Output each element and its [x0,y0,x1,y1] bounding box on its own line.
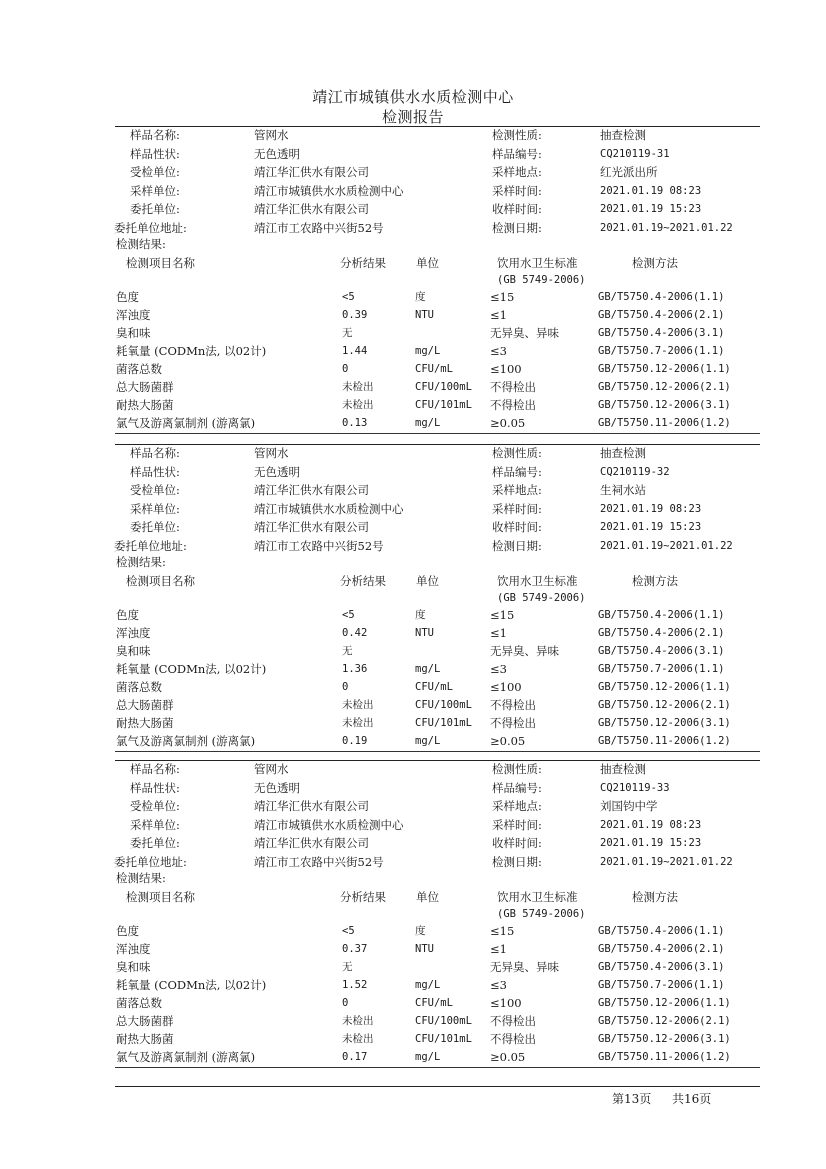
test-nature-value: 抽查检测 [600,762,646,776]
sampling-site-value: 红光派出所 [600,165,658,179]
sampling-site-label: 采样地点: [492,483,542,497]
item-standard: ≤1 [490,942,507,956]
col-standard-ref: (GB 5749-2006) [497,592,586,604]
col-result-header: 分析结果 [340,256,386,270]
sampling-site-label: 采样地点: [492,799,542,813]
section-divider [115,760,760,761]
col-item-header: 检测项目名称 [126,574,195,588]
report-title: 检测报告 [381,108,444,126]
item-result: 0 [342,997,349,1009]
sample-name-label: 样品名称: [130,446,180,460]
entrusting-unit-label: 委托单位: [130,836,180,850]
sampling-time-label: 采样时间: [492,501,542,516]
item-method: GB/T5750.12-2006(2.1) [598,381,731,393]
item-method: GB/T5750.4-2006(2.1) [598,943,725,955]
sampling-site-label: 采样地点: [492,165,542,179]
item-method: GB/T5750.7-2006(1.1) [598,979,725,991]
item-standard: 无异臭、异味 [490,644,559,658]
item-standard: 不得检出 [490,1014,536,1028]
item-unit: CFU/mL [415,363,453,375]
item-unit: CFU/101mL [415,717,472,729]
item-method: GB/T5750.4-2006(3.1) [598,327,725,339]
col-standard-header: 饮用水卫生标准 [497,256,578,270]
item-name: 耐热大肠菌 [116,1032,174,1046]
item-result: 未检出 [342,399,374,411]
item-unit: CFU/mL [415,681,453,693]
item-name: 浑浊度 [116,942,151,956]
item-method: GB/T5750.12-2006(2.1) [598,1015,731,1027]
item-method: GB/T5750.12-2006(3.1) [598,717,731,729]
item-unit: CFU/101mL [415,1033,472,1045]
item-result: <5 [342,609,355,621]
item-unit: 度 [415,925,426,937]
item-unit: CFU/mL [415,997,453,1009]
item-name: 色度 [116,608,139,622]
item-standard: ≤3 [490,662,507,676]
sampling-site-value: 刘国钧中学 [600,799,658,813]
item-name: 菌落总数 [116,680,162,694]
item-result: 无 [342,961,353,973]
inspected-unit-value: 靖江华汇供水有限公司 [254,165,369,179]
sampling-time-label: 采样时间: [492,817,542,832]
item-name: 菌落总数 [116,996,162,1010]
item-result: 0.17 [342,1051,368,1063]
item-name: 氯气及游离氯制剂 (游离氯) [116,734,256,748]
item-name: 菌落总数 [116,362,162,376]
item-standard: ≤15 [490,608,515,622]
sampling-unit-label: 采样单位: [130,817,180,832]
test-date-label: 检测日期: [492,538,542,553]
item-name: 氯气及游离氯制剂 (游离氯) [116,416,256,430]
col-standard-ref: (GB 5749-2006) [497,908,586,920]
sampling-unit-label: 采样单位: [130,183,180,198]
entrusting-unit-value: 靖江华汇供水有限公司 [254,836,369,850]
entrusting-address-label: 委托单位地址: [114,220,187,235]
item-name: 色度 [116,290,139,304]
page-number: 第13页 [612,1092,652,1106]
item-result: 0 [342,363,349,375]
col-standard-header: 饮用水卫生标准 [497,890,578,904]
item-result: 未检出 [342,1015,374,1027]
item-method: GB/T5750.12-2006(2.1) [598,699,731,711]
sampling-unit-label: 采样单位: [130,501,180,516]
col-standard-ref: (GB 5749-2006) [497,274,586,286]
item-result: 1.52 [342,979,368,991]
item-result: 0.19 [342,735,368,747]
item-name: 耗氧量 (CODMn法, 以02计) [116,662,267,676]
inspected-unit-label: 受检单位: [130,483,180,497]
sample-no-value: CQ210119-32 [600,465,670,478]
item-result: 0.13 [342,417,368,429]
item-standard: ≥0.05 [490,416,526,430]
inspected-unit-value: 靖江华汇供水有限公司 [254,799,369,813]
entrusting-address-value: 靖江市工农路中兴街52号 [254,854,384,869]
sampling-unit-value: 靖江市城镇供水水质检测中心 [254,183,404,198]
item-standard: ≤100 [490,680,522,694]
item-method: GB/T5750.7-2006(1.1) [598,345,725,357]
results-label: 检测结果: [116,871,166,885]
item-result: 0.39 [342,309,368,321]
entrusting-unit-label: 委托单位: [130,202,180,216]
table-bottom-rule [115,433,760,434]
sample-state-value: 无色透明 [254,146,300,161]
item-method: GB/T5750.4-2006(1.1) [598,609,725,621]
sample-state-value: 无色透明 [254,780,300,795]
item-standard: ≤15 [490,290,515,304]
sampling-time-label: 采样时间: [492,183,542,198]
sampling-time-value: 2021.01.19 08:23 [600,502,702,515]
item-unit: CFU/100mL [415,381,472,393]
sample-name-label: 样品名称: [130,762,180,776]
sampling-site-value: 生祠水站 [600,483,646,497]
item-unit: mg/L [415,979,441,991]
sample-no-label: 样品编号: [492,780,542,795]
item-method: GB/T5750.4-2006(2.1) [598,627,725,639]
item-standard: 不得检出 [490,716,536,730]
entrusting-unit-value: 靖江华汇供水有限公司 [254,202,369,216]
item-unit: mg/L [415,735,441,747]
col-standard-header: 饮用水卫生标准 [497,574,578,588]
inspected-unit-label: 受检单位: [130,165,180,179]
item-standard: 不得检出 [490,698,536,712]
sample-state-label: 样品性状: [130,464,180,479]
receipt-time-value: 2021.01.19 15:23 [600,521,702,533]
test-nature-value: 抽查检测 [600,128,646,142]
sample-state-label: 样品性状: [130,780,180,795]
item-name: 总大肠菌群 [116,1014,174,1028]
item-result: 1.36 [342,663,368,675]
table-bottom-rule [115,751,760,752]
item-result: 无 [342,645,353,657]
sample-no-value: CQ210119-31 [600,147,670,160]
sample-name-value: 管网水 [254,128,289,142]
item-standard: 不得检出 [490,398,536,412]
sampling-time-value: 2021.01.19 08:23 [600,184,702,197]
receipt-time-label: 收样时间: [492,202,542,216]
entrusting-address-value: 靖江市工农路中兴街52号 [254,220,384,235]
receipt-time-label: 收样时间: [492,520,542,534]
item-unit: NTU [415,627,434,639]
item-unit: 度 [415,291,426,303]
results-label: 检测结果: [116,555,166,569]
item-unit: NTU [415,943,434,955]
receipt-time-value: 2021.01.19 15:23 [600,203,702,215]
sampling-unit-value: 靖江市城镇供水水质检测中心 [254,501,404,516]
item-standard: 无异臭、异味 [490,326,559,340]
section-divider [115,444,760,445]
item-standard: ≥0.05 [490,1050,526,1064]
item-standard: 不得检出 [490,1032,536,1046]
test-date-value: 2021.01.19~2021.01.22 [600,539,733,552]
item-unit: mg/L [415,345,441,357]
sample-state-value: 无色透明 [254,464,300,479]
item-unit: CFU/101mL [415,399,472,411]
item-unit: mg/L [415,417,441,429]
item-standard: ≤3 [490,344,507,358]
page-total: 共16页 [672,1092,712,1106]
entrusting-unit-value: 靖江华汇供水有限公司 [254,520,369,534]
item-name: 臭和味 [116,644,151,658]
sample-no-label: 样品编号: [492,146,542,161]
item-method: GB/T5750.7-2006(1.1) [598,663,725,675]
item-result: <5 [342,925,355,937]
item-unit: NTU [415,309,434,321]
col-result-header: 分析结果 [340,890,386,904]
sampling-time-value: 2021.01.19 08:23 [600,818,702,831]
results-label: 检测结果: [116,237,166,251]
receipt-time-value: 2021.01.19 15:23 [600,837,702,849]
item-name: 浑浊度 [116,308,151,322]
item-method: GB/T5750.12-2006(1.1) [598,363,731,375]
sample-state-label: 样品性状: [130,146,180,161]
item-name: 耐热大肠菌 [116,716,174,730]
item-standard: ≤100 [490,362,522,376]
section-divider [115,126,760,127]
item-result: 1.44 [342,345,368,357]
sample-name-value: 管网水 [254,446,289,460]
item-standard: ≤1 [490,308,507,322]
item-result: 0.42 [342,627,368,639]
col-result-header: 分析结果 [340,574,386,588]
item-method: GB/T5750.12-2006(1.1) [598,997,731,1009]
item-unit: CFU/100mL [415,1015,472,1027]
item-standard: ≤3 [490,978,507,992]
test-date-label: 检测日期: [492,854,542,869]
col-unit-header: 单位 [416,256,439,270]
item-method: GB/T5750.11-2006(1.2) [598,735,731,747]
test-date-label: 检测日期: [492,220,542,235]
item-standard: ≥0.05 [490,734,526,748]
item-unit: mg/L [415,663,441,675]
org-title: 靖江市城镇供水水质检测中心 [312,88,514,106]
item-name: 耐热大肠菌 [116,398,174,412]
item-result: 未检出 [342,717,374,729]
item-method: GB/T5750.12-2006(1.1) [598,681,731,693]
entrusting-address-label: 委托单位地址: [114,854,187,869]
col-unit-header: 单位 [416,890,439,904]
sample-name-value: 管网水 [254,762,289,776]
inspected-unit-label: 受检单位: [130,799,180,813]
table-bottom-rule [115,1067,760,1068]
item-method: GB/T5750.11-2006(1.2) [598,417,731,429]
item-name: 总大肠菌群 [116,380,174,394]
entrusting-address-label: 委托单位地址: [114,538,187,553]
item-name: 臭和味 [116,960,151,974]
test-nature-label: 检测性质: [492,128,542,142]
col-unit-header: 单位 [416,574,439,588]
item-method: GB/T5750.4-2006(2.1) [598,309,725,321]
sampling-unit-value: 靖江市城镇供水水质检测中心 [254,817,404,832]
item-name: 耗氧量 (CODMn法, 以02计) [116,978,267,992]
item-result: 未检出 [342,381,374,393]
col-item-header: 检测项目名称 [126,890,195,904]
item-standard: 不得检出 [490,380,536,394]
item-result: 0 [342,681,349,693]
test-date-value: 2021.01.19~2021.01.22 [600,855,733,868]
col-method-header: 检测方法 [632,890,678,904]
sample-no-label: 样品编号: [492,464,542,479]
item-result: 未检出 [342,1033,374,1045]
item-name: 耗氧量 (CODMn法, 以02计) [116,344,267,358]
col-item-header: 检测项目名称 [126,256,195,270]
col-method-header: 检测方法 [632,256,678,270]
test-nature-label: 检测性质: [492,762,542,776]
sample-name-label: 样品名称: [130,128,180,142]
item-name: 臭和味 [116,326,151,340]
item-unit: 度 [415,609,426,621]
col-method-header: 检测方法 [632,574,678,588]
item-name: 色度 [116,924,139,938]
item-name: 浑浊度 [116,626,151,640]
item-result: 0.37 [342,943,368,955]
item-method: GB/T5750.4-2006(1.1) [598,925,725,937]
entrusting-address-value: 靖江市工农路中兴街52号 [254,538,384,553]
item-name: 总大肠菌群 [116,698,174,712]
receipt-time-label: 收样时间: [492,836,542,850]
item-unit: CFU/100mL [415,699,472,711]
sample-no-value: CQ210119-33 [600,781,670,794]
item-method: GB/T5750.12-2006(3.1) [598,1033,731,1045]
test-date-value: 2021.01.19~2021.01.22 [600,221,733,234]
entrusting-unit-label: 委托单位: [130,520,180,534]
item-method: GB/T5750.12-2006(3.1) [598,399,731,411]
inspected-unit-value: 靖江华汇供水有限公司 [254,483,369,497]
item-result: 未检出 [342,699,374,711]
footer-rule [115,1086,760,1087]
item-result: <5 [342,291,355,303]
item-standard: 无异臭、异味 [490,960,559,974]
item-method: GB/T5750.4-2006(1.1) [598,291,725,303]
item-name: 氯气及游离氯制剂 (游离氯) [116,1050,256,1064]
test-nature-label: 检测性质: [492,446,542,460]
item-method: GB/T5750.4-2006(3.1) [598,961,725,973]
item-result: 无 [342,327,353,339]
item-method: GB/T5750.4-2006(3.1) [598,645,725,657]
item-method: GB/T5750.11-2006(1.2) [598,1051,731,1063]
item-unit: mg/L [415,1051,441,1063]
item-standard: ≤15 [490,924,515,938]
item-standard: ≤1 [490,626,507,640]
item-standard: ≤100 [490,996,522,1010]
test-nature-value: 抽查检测 [600,446,646,460]
